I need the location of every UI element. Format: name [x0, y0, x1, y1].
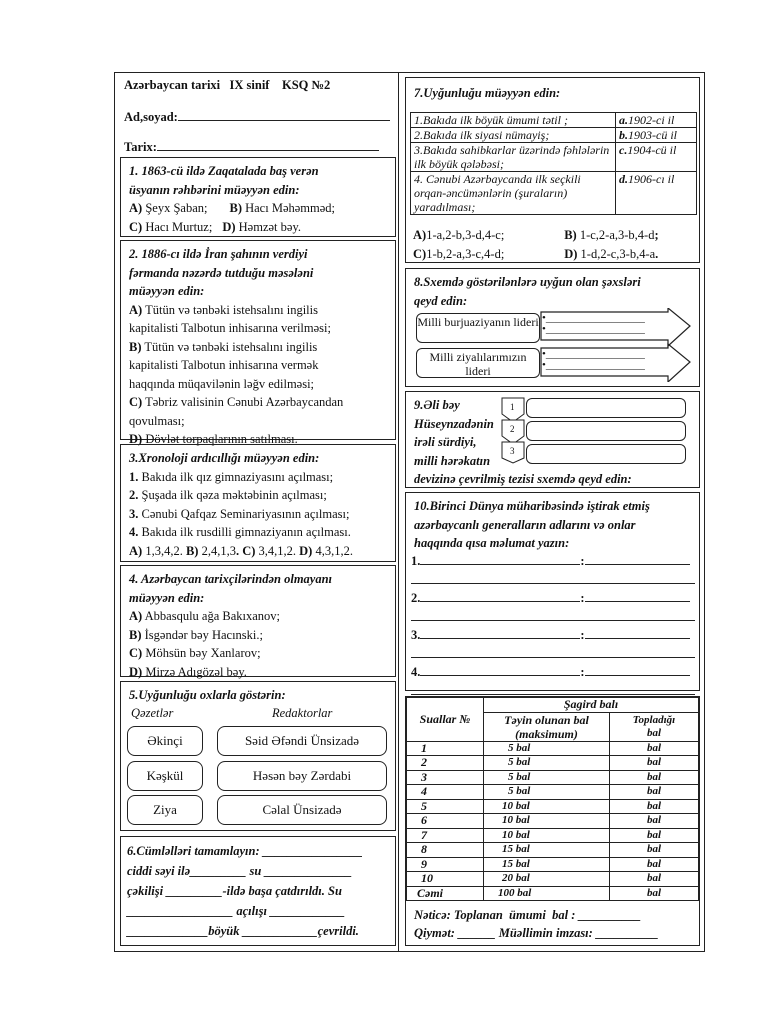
q7-event: 2.Bakıda ilk siyasi nümayiş;: [411, 128, 616, 143]
q7-row: [411, 128, 697, 143]
score-collected[interactable]: bal: [610, 814, 699, 829]
q8-answer-blank[interactable]: •__________________: [542, 312, 645, 324]
question-3: [120, 444, 396, 562]
q10-number: 2.: [411, 591, 421, 605]
newspaper-box[interactable]: Kəşkül: [127, 761, 203, 791]
q7-date-cell: [616, 128, 697, 143]
q7-date: 1904-cü il: [627, 143, 677, 157]
q7-answer-c: 1-b,2-a,3-c,4-d;: [426, 246, 505, 261]
q2-text-line: 2. 1886-cı ildə İran şahının verdiyi: [129, 247, 308, 261]
q6-line: 6.Cümləlləri tamamlayın: ________________: [127, 844, 363, 858]
q4-option-letter: D): [129, 664, 143, 679]
worksheet-title: Azərbaycan tarixi IX sinif KSQ №2: [124, 78, 331, 92]
q1-text-line: 1. 1863-cü ildə Zaqatalada baş verən: [129, 164, 319, 178]
score-collected[interactable]: bal: [610, 741, 699, 756]
score-total-label: Cəmi: [407, 886, 484, 901]
q6-line: _________________ açılışı ____________: [127, 904, 346, 918]
q3-answer-letter: B): [185, 543, 199, 558]
q9-text-line: Hüseynzadənin: [414, 416, 494, 431]
score-collected[interactable]: bal: [610, 828, 699, 843]
q7-date: 1902-ci il: [628, 113, 675, 127]
score-row: [407, 770, 699, 785]
q10-answer-line[interactable]: 3. :: [411, 626, 695, 645]
q2-option-text: kapitalisti Talbotun inhisarına vermək: [129, 358, 319, 372]
score-max: 15 bal: [484, 857, 610, 872]
q3-item-text: Bakıda ilk qız gimnaziyasını açılması;: [138, 469, 334, 484]
q3-item-text: Cənubi Qafqaz Seminariyasının açılması;: [138, 506, 350, 521]
q3-item: [129, 486, 387, 505]
q7-answer-row[interactable]: [413, 245, 659, 264]
question-2: [120, 240, 396, 446]
q10-continuation-line[interactable]: [411, 645, 695, 664]
q1-option-d[interactable]: Həmzət bəy.: [235, 219, 302, 234]
score-max: 10 bal: [484, 828, 610, 843]
score-assigned-header-line: Təyin olunan bal: [504, 712, 589, 727]
q9-text-line: irəli sürdiyi,: [414, 435, 477, 449]
score-row: [407, 843, 699, 858]
score-row: [407, 872, 699, 887]
editor-box[interactable]: Həsən bəy Zərdabi: [217, 761, 387, 791]
q3-item: [129, 468, 387, 487]
q2-option-text: Dövlət torpaqlarının satılması.: [142, 432, 298, 446]
q10-text-line: 10.Birinci Dünya müharibəsində iştirak etmiş: [414, 499, 650, 513]
result-line[interactable]: Nəticə: Toplanan ümumi bal : __________: [414, 908, 641, 922]
q7-answers: [413, 226, 659, 263]
q6-line: _____________böyük ____________çevrildi.: [127, 924, 359, 938]
q7-answer-punct: .: [655, 246, 659, 261]
score-q-number: 6: [407, 814, 484, 829]
q4-option-text: Mirzə Adıgözəl bəy.: [142, 664, 247, 679]
score-header-row: [407, 698, 699, 713]
score-q-number: 1: [407, 741, 484, 756]
q5-newspapers-header: Qəzetlər: [131, 706, 174, 720]
q7-event: 3.Bakıda sahibkarlar üzərində fəhlələrin ilk böyük qələbəsi;: [411, 143, 616, 172]
q3-answer-d: 4,3,1,2.: [312, 543, 353, 558]
q8-answer-blank[interactable]: •__________________: [542, 359, 645, 371]
score-q-number: 10: [407, 872, 484, 887]
q5-text: 5.Uyğunluğu oxlarla göstərin:: [129, 688, 286, 702]
score-max: 20 bal: [484, 872, 610, 887]
q2-option-text: haqqında müqavilənin ləğv edilməsi;: [129, 376, 315, 391]
score-row: [407, 785, 699, 800]
score-q-number: 2: [407, 756, 484, 771]
score-collected[interactable]: bal: [610, 799, 699, 814]
q2-option-line: [129, 356, 387, 375]
q3-item-number: 1.: [129, 469, 139, 484]
q3-item: [129, 505, 387, 524]
q2-option-text: kapitalisti Talbotun inhisarına verilməsi;: [129, 321, 331, 335]
q4-option[interactable]: [129, 607, 387, 626]
q8-text-line: qeyd edin:: [414, 293, 468, 308]
q10-answer-lines: [411, 552, 695, 700]
q4-text-line: 4. Azərbaycan tarixçilərindən olmayanı: [129, 572, 333, 586]
editor-box[interactable]: Səid Əfəndi Ünsizadə: [217, 726, 387, 756]
q7-answer-letter: A): [413, 228, 427, 242]
q9-text-line: milli hərəkatın: [414, 453, 491, 468]
score-student-header: Şagird balı: [484, 698, 699, 713]
q10-number: 1.: [411, 554, 421, 568]
q2-option-text: Təbriz valisinin Cənubi Azərbaycandan: [142, 395, 344, 409]
q2-option-line: [129, 319, 387, 338]
q1-option-letter: B): [229, 201, 242, 215]
q10-text-line: azərbaycanlı generalların adlarını və onlar: [414, 517, 636, 532]
q1-text-line: üsyanın rəhbərini müəyyən edin:: [129, 182, 300, 197]
score-collected[interactable]: bal: [610, 770, 699, 785]
name-label-text: Ad,soyad:: [124, 110, 178, 124]
question-1: [120, 157, 396, 237]
q5-editors-header: Redaktorlar: [272, 706, 333, 720]
q2-text-line: fərmanda nəzərdə tutduğu məsələni: [129, 265, 314, 280]
q3-answer-letter: D): [299, 543, 313, 558]
q7-answer-b: 1-c,2-a,3-b,4-d: [576, 228, 655, 242]
q8-answer-blank[interactable]: •__________________: [542, 323, 645, 335]
q7-answer-letter: B): [564, 228, 577, 242]
q1-option-letter: A): [129, 201, 143, 215]
q4-option-text: İsgəndər bəy Hacınski.;: [141, 627, 263, 642]
score-collected[interactable]: bal: [610, 843, 699, 858]
q7-answer-punct: ;: [654, 228, 659, 242]
q2-option-line: [129, 375, 387, 394]
q7-date: 1906-cı il: [628, 172, 675, 186]
date-label: [124, 138, 379, 155]
q10-continuation-line[interactable]: [411, 608, 695, 627]
score-total-max: 100 bal: [484, 886, 610, 901]
q4-option-text: Abbasqulu ağa Bakıxanov;: [142, 609, 281, 623]
q2-option-text: Tütün və tənbəki istehsalını ingilis: [142, 302, 318, 317]
question-4: [120, 565, 396, 677]
q6-line: ciddi səyi ilə_________ su ______________: [127, 864, 352, 878]
date-field[interactable]: [157, 138, 379, 151]
q7-text: 7.Uyğunluğu müəyyən edin:: [414, 86, 561, 100]
q3-answer-letter: . C): [235, 543, 256, 558]
q9-answer-box-1[interactable]: [526, 398, 686, 418]
q3-item-number: 2.: [129, 488, 139, 502]
q1-option-c[interactable]: Hacı Murtuz;: [142, 219, 213, 234]
q7-date-letter: d.: [619, 172, 628, 186]
q7-row: [411, 113, 697, 128]
score-max: 10 bal: [484, 814, 610, 829]
q10-answer-line[interactable]: 4. :: [411, 663, 695, 682]
q9-answer-box-2[interactable]: [526, 421, 686, 441]
q7-date-cell: [616, 143, 697, 172]
score-row: [407, 756, 699, 771]
q1-option-letter: C): [129, 219, 143, 234]
q3-item: [129, 523, 387, 542]
newspaper-box[interactable]: Əkinçi: [127, 726, 203, 756]
q3-answer-row[interactable]: [129, 542, 387, 561]
score-max: 5 bal: [484, 741, 610, 756]
score-q-number: 9: [407, 857, 484, 872]
q10-number: 4.: [411, 665, 421, 679]
q3-answer-b: 2,4,1,3: [198, 543, 236, 558]
q3-text: 3.Xronoloji ardıcıllığı müəyyən edin:: [129, 451, 320, 465]
score-collected[interactable]: bal: [610, 857, 699, 872]
q1-option-row: [129, 199, 387, 218]
q7-answer-letter: D): [564, 246, 578, 261]
q7-event: 1.Bakıda ilk böyük ümumi tətil ;: [411, 113, 616, 128]
q3-answer-letter: A): [129, 543, 143, 558]
newspaper-box[interactable]: Ziya: [127, 795, 203, 825]
q8-blank-group: [542, 349, 645, 371]
q4-option-letter: B): [129, 627, 142, 642]
score-assigned-header-line: (maksimum): [515, 726, 578, 741]
score-row: [407, 741, 699, 756]
score-assigned-header: [484, 712, 610, 741]
q9-number: 1: [510, 402, 515, 412]
q3-item-number: 3.: [129, 506, 139, 521]
q10-answer-line[interactable]: 2. :: [411, 589, 695, 608]
q7-date-letter: a.: [619, 113, 628, 127]
q10-continuation-line[interactable]: [411, 571, 695, 590]
q1-option-a[interactable]: Şeyx Şaban;: [142, 201, 208, 215]
q9-number: 2: [510, 424, 515, 434]
q10-text-line: haqqında qısa məlumat yazın:: [414, 536, 570, 550]
column-divider: [398, 72, 399, 952]
score-collected[interactable]: bal: [610, 872, 699, 887]
q6-line: çəkilişi _________-ildə başa çatdırıldı. Su: [127, 884, 342, 898]
score-max: 5 bal: [484, 770, 610, 785]
q3-item-text: Şuşada ilk qəza məktəbinin açılması;: [138, 488, 327, 502]
q9-answer-box-3[interactable]: [526, 444, 686, 464]
score-row: [407, 799, 699, 814]
q8-text-line: 8.Sxemdə göstərilənlərə uyğun olan şəxsləri: [414, 275, 641, 289]
question-6[interactable]: [120, 836, 396, 946]
name-label: [124, 108, 390, 125]
q4-text-line: müəyyən edin:: [129, 590, 205, 605]
q9-number: 3: [510, 446, 515, 456]
q2-option-letter: B): [129, 339, 142, 354]
score-max: 15 bal: [484, 843, 610, 858]
q4-option[interactable]: [129, 663, 387, 682]
score-total-row: [407, 886, 699, 901]
score-collected-header: [610, 712, 699, 741]
q3-item-number: 4.: [129, 525, 139, 539]
q9-text-line: devizinə çevrilmiş tezisi sxemdə qeyd edin:: [414, 472, 632, 486]
q2-option-text: qovulması;: [129, 413, 185, 428]
q2-option-letter: A): [129, 302, 143, 317]
q8-burjuaziya-box: Milli burjuaziyanın lideri: [416, 313, 540, 343]
grade-signature-line[interactable]: Qiymət: ______ Müəllimin imzası: __________: [414, 926, 659, 940]
q2-option-letter: C): [129, 395, 143, 409]
score-table: [406, 697, 699, 901]
q3-item-text: Bakıda ilk rusdilli gimnaziyanın açılması.: [138, 525, 351, 539]
score-q-number: 4: [407, 785, 484, 800]
q8-blank-group: [542, 313, 645, 335]
q7-date-letter: b.: [619, 128, 628, 142]
q1-option-row: [129, 218, 387, 237]
q7-answer-row[interactable]: [413, 226, 659, 245]
q9-text-line: 9.Əli bəy: [414, 398, 460, 412]
q10-number: 3.: [411, 628, 421, 642]
score-q-number: 7: [407, 828, 484, 843]
q7-date-cell: [616, 113, 697, 128]
q1-option-b[interactable]: Hacı Məhəmməd;: [241, 201, 336, 215]
q8-answer-blank[interactable]: •__________________: [542, 348, 645, 360]
q7-match-table: [410, 112, 697, 215]
score-q-number: 5: [407, 799, 484, 814]
score-q-number: 3: [407, 770, 484, 785]
q4-option[interactable]: [129, 644, 387, 663]
q10-answer-line[interactable]: 1. :: [411, 552, 695, 571]
score-total-collected[interactable]: bal: [610, 886, 699, 901]
q7-answer-letter: C): [413, 246, 427, 261]
q3-answer-c: 3,4,1,2.: [255, 543, 300, 558]
score-collected[interactable]: bal: [610, 756, 699, 771]
date-label-text: Tarix:: [124, 140, 157, 154]
q4-option-letter: C): [129, 646, 143, 660]
q7-answer-a: 1-a,2-b,3-d,4-c;: [426, 228, 505, 242]
q4-option[interactable]: [129, 626, 387, 645]
q3-answer-a: 1,3,4,2.: [142, 543, 186, 558]
q1-option-letter: D): [222, 219, 236, 234]
q2-option-line[interactable]: [129, 338, 387, 357]
q2-option-letter: D): [129, 432, 143, 446]
q8-ziyali-box: Milli ziyalılarımızın lideri: [416, 348, 540, 378]
q2-option-line: [129, 412, 387, 431]
q2-option-text: Tütün və tənbəki istehsalını ingilis: [141, 339, 318, 354]
q2-option-line[interactable]: [129, 301, 387, 320]
q7-date-cell: [616, 172, 697, 215]
score-collected-header-line: bal: [646, 726, 662, 739]
q7-event: 4. Cənubi Azərbaycanda ilk seçkili orqan-əncümənlərin (şuraların) yaradılması;: [411, 172, 616, 215]
q2-text-line: müəyyən edin:: [129, 284, 205, 298]
q4-option-text: Möhsün bəy Xanlarov;: [142, 646, 261, 660]
editor-box[interactable]: Cəlal Ünsizadə: [217, 795, 387, 825]
q7-row: [411, 172, 697, 215]
score-collected[interactable]: bal: [610, 785, 699, 800]
score-max: 5 bal: [484, 785, 610, 800]
q7-date: 1903-cü il: [628, 128, 677, 142]
score-max: 10 bal: [484, 799, 610, 814]
score-row: [407, 814, 699, 829]
q7-row: [411, 143, 697, 172]
score-row: [407, 828, 699, 843]
score-q-header: Suallar №: [407, 698, 484, 742]
name-field[interactable]: [178, 108, 390, 121]
score-row: [407, 857, 699, 872]
q4-option-letter: A): [129, 609, 143, 623]
q7-answer-d: 1-d,2-c,3-b,4-a: [577, 246, 656, 261]
score-collected-header-line: Topladığı: [632, 713, 676, 726]
score-q-number: 8: [407, 843, 484, 858]
q7-date-letter: c.: [619, 143, 628, 157]
q2-option-line[interactable]: [129, 393, 387, 412]
score-max: 5 bal: [484, 756, 610, 771]
